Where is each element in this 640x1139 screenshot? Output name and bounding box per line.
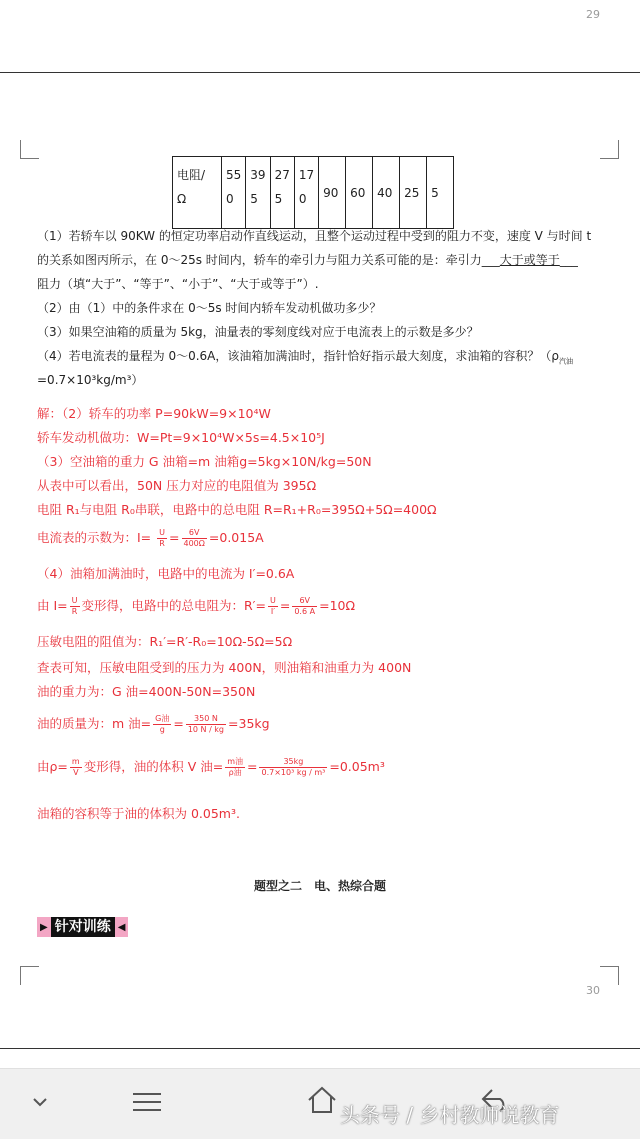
section-title: 题型之二 电、热综合题: [253, 879, 386, 893]
crop-mark-bottom-left: [20, 966, 39, 985]
crop-mark-top-right: [600, 140, 619, 159]
question-2: （2）由（1）中的条件求在 0～5s 时间内轿车发动机做功多少？: [37, 301, 382, 315]
table-cell: 5: [427, 157, 454, 229]
answer-line-5: 电阻 R₁与电阻 R₀串联，电路中的总电阻 R=R₁+R₀=395Ω+5Ω=400Ω: [37, 502, 437, 517]
answer-line-13: 由ρ= $\frac{m}{V}$ 变形得，油的体积 V 油= $\frac{\text{m油}}{\text{ρ油}}$ = $\frac{35kg}{\text{0.7×10³ kg / m³}}$ =0.05m³: [37, 757, 385, 777]
answer-line-2: 轿车发动机做功：W=Pt=9×10⁴W×5s=4.5×10⁵J: [37, 430, 325, 445]
page-number-top: 29: [586, 8, 600, 21]
fraction: $\frac{U}{R}$: [71, 596, 78, 616]
table-cell: 60: [346, 157, 373, 229]
question-4-line-1: （4）若电流表的量程为 0～0.6A，该油箱加满油时，指针恰好指示最大刻度，求油箱的容积？（$\rho_{汽油}$: [37, 349, 573, 366]
answer-line-1: 解：（2）轿车的功率 P=90kW=9×10⁴W: [37, 406, 271, 421]
crop-mark-top-left: [20, 140, 39, 159]
page-divider-bottom: [0, 1048, 640, 1049]
home-icon[interactable]: [306, 1085, 338, 1119]
watermark: 头条号 / 乡村教师说教育: [340, 1103, 560, 1127]
menu-icon[interactable]: [132, 1091, 162, 1117]
question-1-line-1: （1）若轿车以 90KW 的恒定功率启动作直线运动，且整个运动过程中受到的阻力不变，速度 V 与时间 t: [37, 229, 592, 243]
question-3: （3）如果空油箱的质量为 5kg，油量表的零刻度线对应于电流表上的示数是多少？: [37, 325, 479, 339]
resistance-table: [172, 156, 454, 229]
fraction: $\frac{35kg}{\text{0.7×10³ kg / m³}}$: [261, 757, 326, 777]
practice-tag-label: 针对训练: [51, 917, 115, 937]
answer-line-3: （3）空油箱的重力 G 油箱=m 油箱g=5kg×10N/kg=50N: [37, 454, 372, 469]
answer-line-10: 查表可知，压敏电阻受到的压力为 400N，则油箱和油重力为 400N: [37, 660, 412, 675]
fraction: $\frac{U}{R}$: [159, 528, 166, 548]
chevron-down-icon[interactable]: [32, 1093, 48, 1112]
answer-line-8: 由 I= $\frac{U}{R}$ 变形得，电路中的总电阻为：R′= $\frac{U}{I'}$ = $\frac{6V}{0.6 A}$ =10Ω: [37, 596, 356, 616]
fraction: $\frac{6V}{400\Omega}$: [183, 528, 205, 548]
table-cell: 40: [373, 157, 400, 229]
answer-line-11: 油的重力为：G 油=400N-50N=350N: [37, 684, 256, 699]
fraction: $\frac{350 N}{10 N / kg}$: [187, 714, 225, 734]
question-1-line-2: 的关系如图丙所示，在 0～25s 时间内，轿车的牵引力与阻力关系可能的是：牵引力___大于或等于___: [37, 253, 578, 267]
question-4-line-2: =0.7×10³kg/m³）: [37, 373, 144, 387]
fraction: $\frac{6V}{0.6 A}$: [294, 596, 316, 616]
table-cell: 39 5: [246, 157, 270, 229]
right-triangle-icon: ▶: [40, 921, 48, 933]
fraction: $\frac{\text{m油}}{\text{ρ油}}$: [227, 757, 243, 777]
answer-line-12: 油的质量为：m 油= $\frac{\text{G油}}{g}$ = $\frac{350 N}{10 N / kg}$ =35kg: [37, 714, 270, 734]
answer-line-4: 从表中可以看出，50N 压力对应的电阻值为 395Ω: [37, 478, 317, 493]
fraction: $\frac{\text{G油}}{g}$: [155, 714, 170, 734]
page-number-bottom: 30: [586, 984, 600, 997]
answer-line-9: 压敏电阻的阻值为：R₁′=R′-R₀=10Ω-5Ω=5Ω: [37, 634, 293, 649]
table-cell: 25: [400, 157, 427, 229]
left-triangle-icon: ◀: [117, 921, 126, 933]
page-divider-top: [0, 72, 640, 73]
table-row: [173, 157, 454, 229]
table-cell: 17 0: [294, 157, 318, 229]
fraction: $\frac{U}{I'}$: [270, 596, 276, 616]
answer-line-14: 油箱的容积等于油的体积为 0.05m³.: [37, 806, 240, 821]
crop-mark-bottom-right: [600, 966, 619, 985]
table-cell: 90: [319, 157, 346, 229]
practice-tag: [37, 917, 128, 937]
question-1-line-3: 阻力（填“大于”、“等于”、“小于”、“大于或等于”）.: [37, 277, 319, 291]
answer-line-7: （4）油箱加满油时，电路中的电流为 I′=0.6A: [37, 566, 295, 581]
answer-blank: 大于或等于: [499, 253, 560, 267]
table-cell: 55 0: [222, 157, 246, 229]
table-cell: 27 5: [270, 157, 294, 229]
answer-line-6: 电流表的示数为：I= $\frac{U}{R}$ = $\frac{6V}{400\Omega}$ =0.015A: [37, 528, 264, 548]
fraction: $\frac{m}{V}$: [71, 757, 80, 777]
table-header-cell: 电阻/ Ω: [173, 157, 222, 229]
